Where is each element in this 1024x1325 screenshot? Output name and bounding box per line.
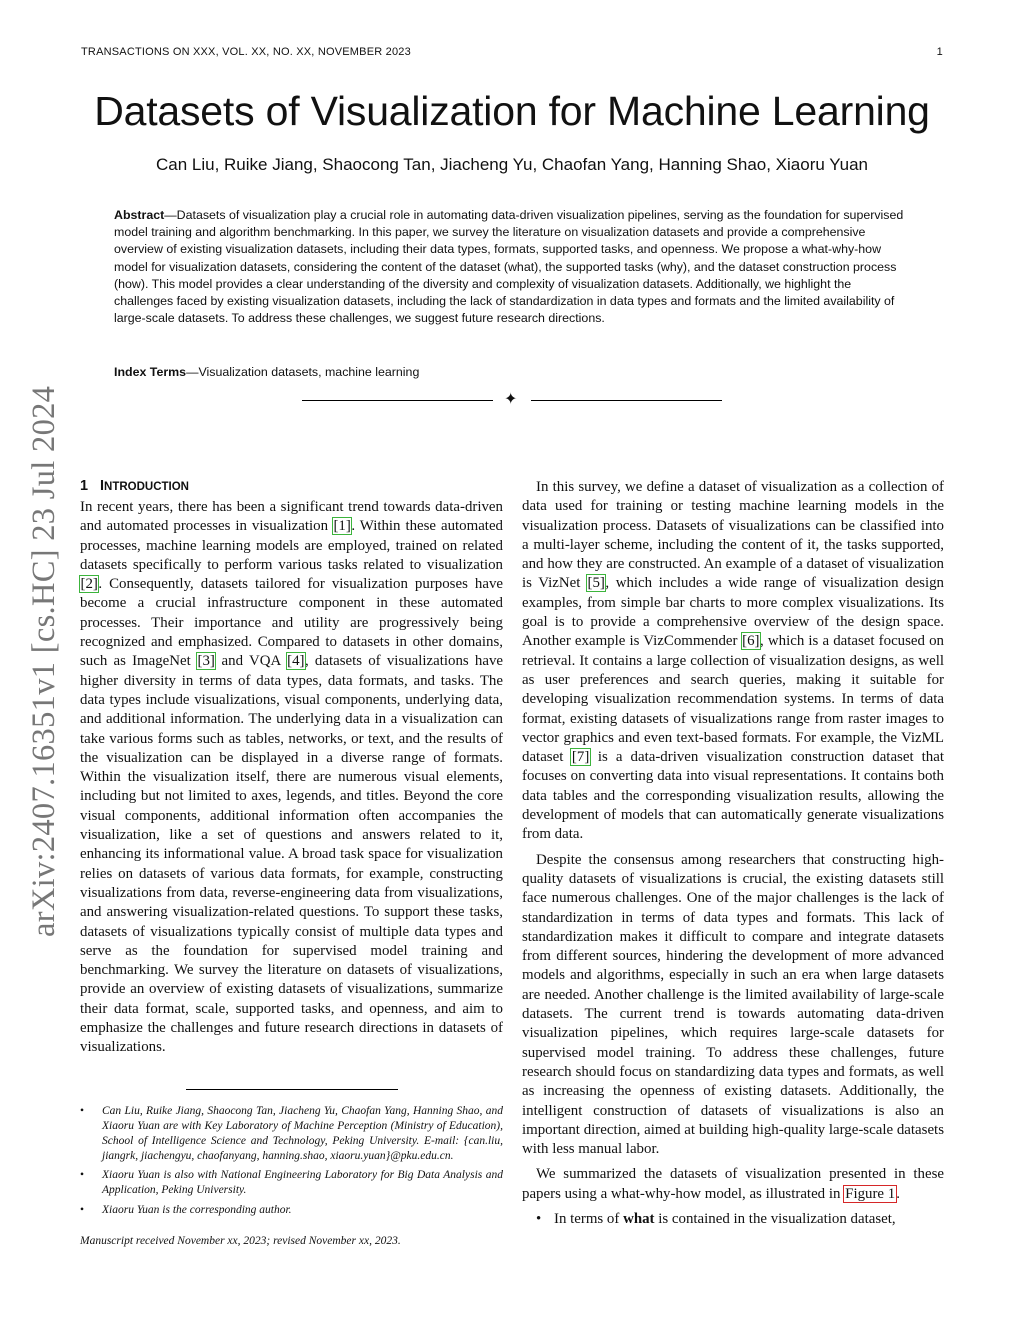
index-terms-label: Index Terms bbox=[114, 365, 187, 379]
text-run: , which is a dataset focused on retrieval. It contains a large collection of visualization designs, as well as user preferences and search queries, making it suitable for developing visualization recommendation systems. In terms of data format, existing datasets of visualizations range from raster images to vector graphics and even text-based formats. For example, the VizML dataset bbox=[522, 633, 944, 766]
intro-paragraph-4 bbox=[522, 1165, 944, 1204]
abstract-text: —Datasets of visualization play a crucial role in automating data-driven visualization pipelines, serving as the foundation for supervised model training and algorithm benchmarking. In this paper, we survey the literature on visualization datasets and provide a comprehensive overview of existing visualization datasets, including their data types, formats, supported tasks, and openness. We propose a what-why-how model for visualization datasets, considering the content of the dataset (what), the supported tasks (why), and the dataset construction process (how). This model provides a clear understanding of the diversity and complexity of visualization datasets. Additionally, we highlight the challenges faced by existing visualization datasets, including the lack of standardization in data types and formats and the limited availability of large-scale datasets. To address these challenges, we suggest future research directions. bbox=[114, 208, 904, 326]
author-list: Can Liu, Ruike Jiang, Shaocong Tan, Jiacheng Yu, Chaofan Yang, Hanning Shao, Xiaoru Yuan bbox=[155, 155, 869, 174]
separator-diamond-icon: ✦ bbox=[504, 391, 518, 408]
footnote-text: Xiaoru Yuan is also with National Engineering Laboratory for Big Data Analysis and Application, Peking University. bbox=[102, 1169, 503, 1197]
footnote-corresponding bbox=[80, 1203, 503, 1218]
footnotes bbox=[80, 1104, 503, 1222]
arxiv-stamp: arXiv:2407.16351v1 [cs.HC] 23 Jul 2024 bbox=[26, 385, 62, 937]
section-number: 1 bbox=[80, 478, 89, 494]
abstract-separator bbox=[302, 391, 722, 411]
running-header bbox=[81, 46, 943, 58]
citation-link[interactable]: [4] bbox=[287, 653, 305, 670]
separator-line-left bbox=[302, 400, 493, 401]
bullet-icon: • bbox=[80, 1169, 85, 1182]
bullet-icon: • bbox=[80, 1203, 85, 1216]
section-title-rest: NTRODUCTION bbox=[104, 481, 189, 493]
text-run: We summarized the datasets of visualization presented in these papers using a what-why-how model, as illustrated in bbox=[522, 1166, 944, 1202]
intro-paragraph-2 bbox=[522, 478, 944, 845]
text-run: , datasets of visualizations have higher diversity in terms of data types, data formats, and tasks. The data types include visualizations, visual components, underlying data, and additional information. The underlying data in a visualization can take various forms such as tables, networks, or text, and the results of the visualization can be displayed in a diverse range of formats. Within the visualization itself, there are numerous visual elements, including but not limited to axes, legends, and titles. Beyond the core visual components, additional information often accompanies the visualization, like a set of questions and answers related to it, enhancing its informational value. A broad task space for visualization relies on datasets of various data formats, for example, constructing visualizations from data, reverse-engineering data from visualizations, and answering visualization-related questions. To support these tasks, datasets of visualizations typically consist of multiple data types and serve as the foundation for supervised model training and benchmarking. We survey the literature on datasets of visualizations, provide an overview of existing datasets of visualizations, summarize their data format, scale, supported tasks, and openness, and aim to emphasize the challenges and future research directions in datasets of visualizations. bbox=[80, 653, 504, 1056]
abstract-label: Abstract bbox=[114, 208, 165, 222]
index-terms-text: —Visualization datasets, machine learning bbox=[186, 365, 420, 379]
footnote-affiliation bbox=[80, 1104, 503, 1164]
footnote-rule bbox=[186, 1089, 398, 1090]
paper-title: Datasets of Visualization for Machine Learning bbox=[94, 88, 930, 134]
running-title: TRANSACTIONS ON XXX, VOL. XX, NO. XX, NOVEMBER 2023 bbox=[81, 46, 411, 58]
text-run: In this survey, we define a dataset of visualization as a collection of data used for training or testing machine learning models in the visualization process. Datasets of visualizations can be classified into a multi-layer scheme, including the content of it, the tasks supported, and how they are constructed. An example of a dataset of visualization is VizNet bbox=[522, 479, 944, 592]
text-run: . bbox=[896, 1185, 900, 1202]
left-column bbox=[80, 498, 503, 1058]
citation-link[interactable]: [6] bbox=[742, 633, 760, 650]
section-heading-introduction bbox=[80, 478, 189, 494]
footnote-text: Xiaoru Yuan is the corresponding author. bbox=[102, 1203, 292, 1216]
footnote-lab bbox=[80, 1168, 503, 1198]
text-run: and VQA bbox=[215, 653, 287, 670]
citation-link[interactable]: [3] bbox=[197, 653, 215, 670]
text-run: is a data-driven visualization construction dataset that focuses on converting data into visual representations. It contains both data tables and the corresponding visualization results, allowing the development of models that can automatically generate visualizations from data. bbox=[522, 749, 944, 843]
text-run: , which includes a wide range of visualization design examples, from simple bar charts to more complex visualizations. Its goal is to provide a comprehensive overview of the design space. Another example is VizCommender bbox=[522, 575, 944, 650]
text-run: . Consequently, datasets tailored for visualization purposes have become a crucial infrastructure component in these automated processes. Their importance and utility are progressively being recognized and emphasized. Compared to datasets in other domains, such as ImageNet bbox=[80, 576, 503, 670]
separator-line-right bbox=[531, 400, 722, 401]
citation-link[interactable]: [1] bbox=[333, 518, 351, 535]
figure-reference-link[interactable]: Figure 1 bbox=[845, 1185, 896, 1202]
list-item bbox=[522, 1210, 944, 1229]
index-terms bbox=[114, 365, 910, 379]
page-number: 1 bbox=[936, 46, 943, 58]
text-run: is contained in the visualization dataset, bbox=[654, 1210, 896, 1227]
intro-paragraph-1 bbox=[80, 498, 503, 1058]
text-run: In recent years, there has been a significant trend towards data-driven and automated processes in visualization bbox=[80, 499, 503, 535]
bullet-icon: • bbox=[80, 1105, 85, 1117]
citation-link[interactable]: [2] bbox=[80, 576, 98, 593]
citation-link[interactable]: [5] bbox=[587, 575, 605, 592]
footnote-text: Can Liu, Ruike Jiang, Shaocong Tan, Jiacheng Yu, Chaofan Yang, Hanning Shao, and Xiaoru Yuan are with Key Laboratory of Machine Perception (Ministry of Education), School of Intelligence Science and Technology, Peking University. E-mail: {can.liu, jiangrk, jiachengyu, chaofanyang, hanning.shao, xiaoru.yuan}@pku.edu.cn. bbox=[102, 1105, 503, 1163]
bullet-icon: • bbox=[536, 1210, 542, 1227]
text-run: . Within these automated processes, machine learning models are employed, trained on related datasets specifically to perform various tasks related to visualization bbox=[80, 518, 503, 573]
manuscript-note: Manuscript received November xx, 2023; revised November xx, 2023. bbox=[80, 1235, 401, 1247]
right-column bbox=[522, 478, 944, 1229]
section-title-initial: I bbox=[100, 478, 105, 494]
emphasis: what bbox=[623, 1210, 655, 1227]
intro-paragraph-3: Despite the consensus among researchers that constructing high-quality datasets of visualizations is crucial, the existing datasets still face numerous challenges. One of the major challenges is the lack of standardization in terms of data types and formats. This lack of standardization makes it difficult to compare and integrate datasets from different sources, hindering the development of more advanced models and algorithms, especially in such an era when large datasets are needed. Another challenge is the limited availability of large-scale datasets. The current trend is towards automating data-driven visualization pipelines, which requires large-scale datasets for supervised model training. To address these challenges, future research should focus on standardizing data types and formats, as well as increasing the openness of existing datasets. Additionally, the intelligent construction of datasets of visualizations is also an important direction, aimed at building high-quality large-scale datasets with less manual labor. bbox=[522, 851, 944, 1158]
citation-link[interactable]: [7] bbox=[571, 749, 590, 766]
text-run: In terms of bbox=[554, 1210, 624, 1227]
abstract bbox=[114, 207, 910, 327]
